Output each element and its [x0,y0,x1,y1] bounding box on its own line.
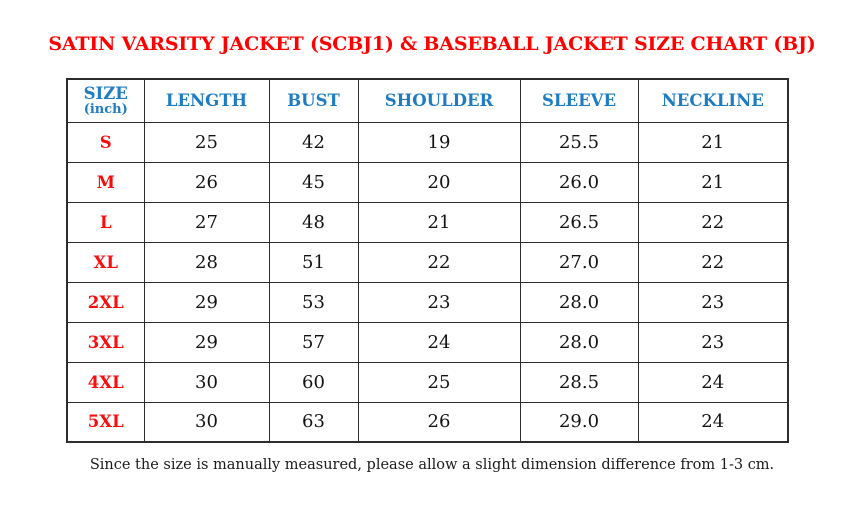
bust-cell: 60 [269,362,358,402]
column-header-sleeve: SLEEVE [520,79,638,122]
bust-cell: 45 [269,162,358,202]
sleeve-cell: 28.0 [520,322,638,362]
neckline-cell: 22 [638,202,788,242]
shoulder-cell: 26 [358,402,520,442]
bust-cell: 48 [269,202,358,242]
table-row-s [67,122,788,162]
page-title: SATIN VARSITY JACKET (SCBJ1) & BASEBALL JACKET SIZE CHART (BJ) [48,33,816,55]
column-header-neckline: NECKLINE [638,79,788,122]
table-row-m [67,162,788,202]
neckline-cell: 22 [638,242,788,282]
size-header-label: SIZE [83,83,128,103]
length-cell: 30 [144,402,269,442]
sleeve-cell: 25.5 [520,122,638,162]
column-header-bust: BUST [269,79,358,122]
size-label: M [67,162,144,202]
length-cell: 27 [144,202,269,242]
shoulder-cell: 19 [358,122,520,162]
shoulder-cell: 24 [358,322,520,362]
neckline-cell: 21 [638,162,788,202]
length-cell: 28 [144,242,269,282]
sleeve-cell: 27.0 [520,242,638,282]
sleeve-cell: 26.0 [520,162,638,202]
shoulder-cell: 21 [358,202,520,242]
size-label: 4XL [67,362,144,402]
column-header-length: LENGTH [144,79,269,122]
size-label: L [67,202,144,242]
neckline-cell: 24 [638,402,788,442]
header-row [67,79,788,122]
neckline-cell: 23 [638,322,788,362]
length-cell: 29 [144,282,269,322]
sleeve-cell: 28.5 [520,362,638,402]
size-label: XL [67,242,144,282]
neckline-cell: 23 [638,282,788,322]
column-header-shoulder: SHOULDER [358,79,520,122]
bust-cell: 42 [269,122,358,162]
table-row-xl [67,242,788,282]
table-row-3xl [67,322,788,362]
column-header-size [67,79,144,122]
footnote: Since the size is manually measured, please allow a slight dimension difference from 1-3 cm. [89,457,775,473]
bust-cell: 57 [269,322,358,362]
shoulder-cell: 20 [358,162,520,202]
shoulder-cell: 22 [358,242,520,282]
shoulder-cell: 23 [358,282,520,322]
size-label: 5XL [67,402,144,442]
size-label: 2XL [67,282,144,322]
table-row-2xl [67,282,788,322]
sleeve-cell: 26.5 [520,202,638,242]
size-label: S [67,122,144,162]
size-label: 3XL [67,322,144,362]
sleeve-cell: 29.0 [520,402,638,442]
sleeve-cell: 28.0 [520,282,638,322]
neckline-cell: 24 [638,362,788,402]
size-chart-table [66,78,789,443]
table-row-4xl [67,362,788,402]
bust-cell: 63 [269,402,358,442]
length-cell: 30 [144,362,269,402]
length-cell: 25 [144,122,269,162]
neckline-cell: 21 [638,122,788,162]
bust-cell: 51 [269,242,358,282]
shoulder-cell: 25 [358,362,520,402]
length-cell: 29 [144,322,269,362]
table-row-5xl [67,402,788,442]
bust-cell: 53 [269,282,358,322]
size-header-unit: (inch) [83,101,128,117]
length-cell: 26 [144,162,269,202]
table-row-l [67,202,788,242]
